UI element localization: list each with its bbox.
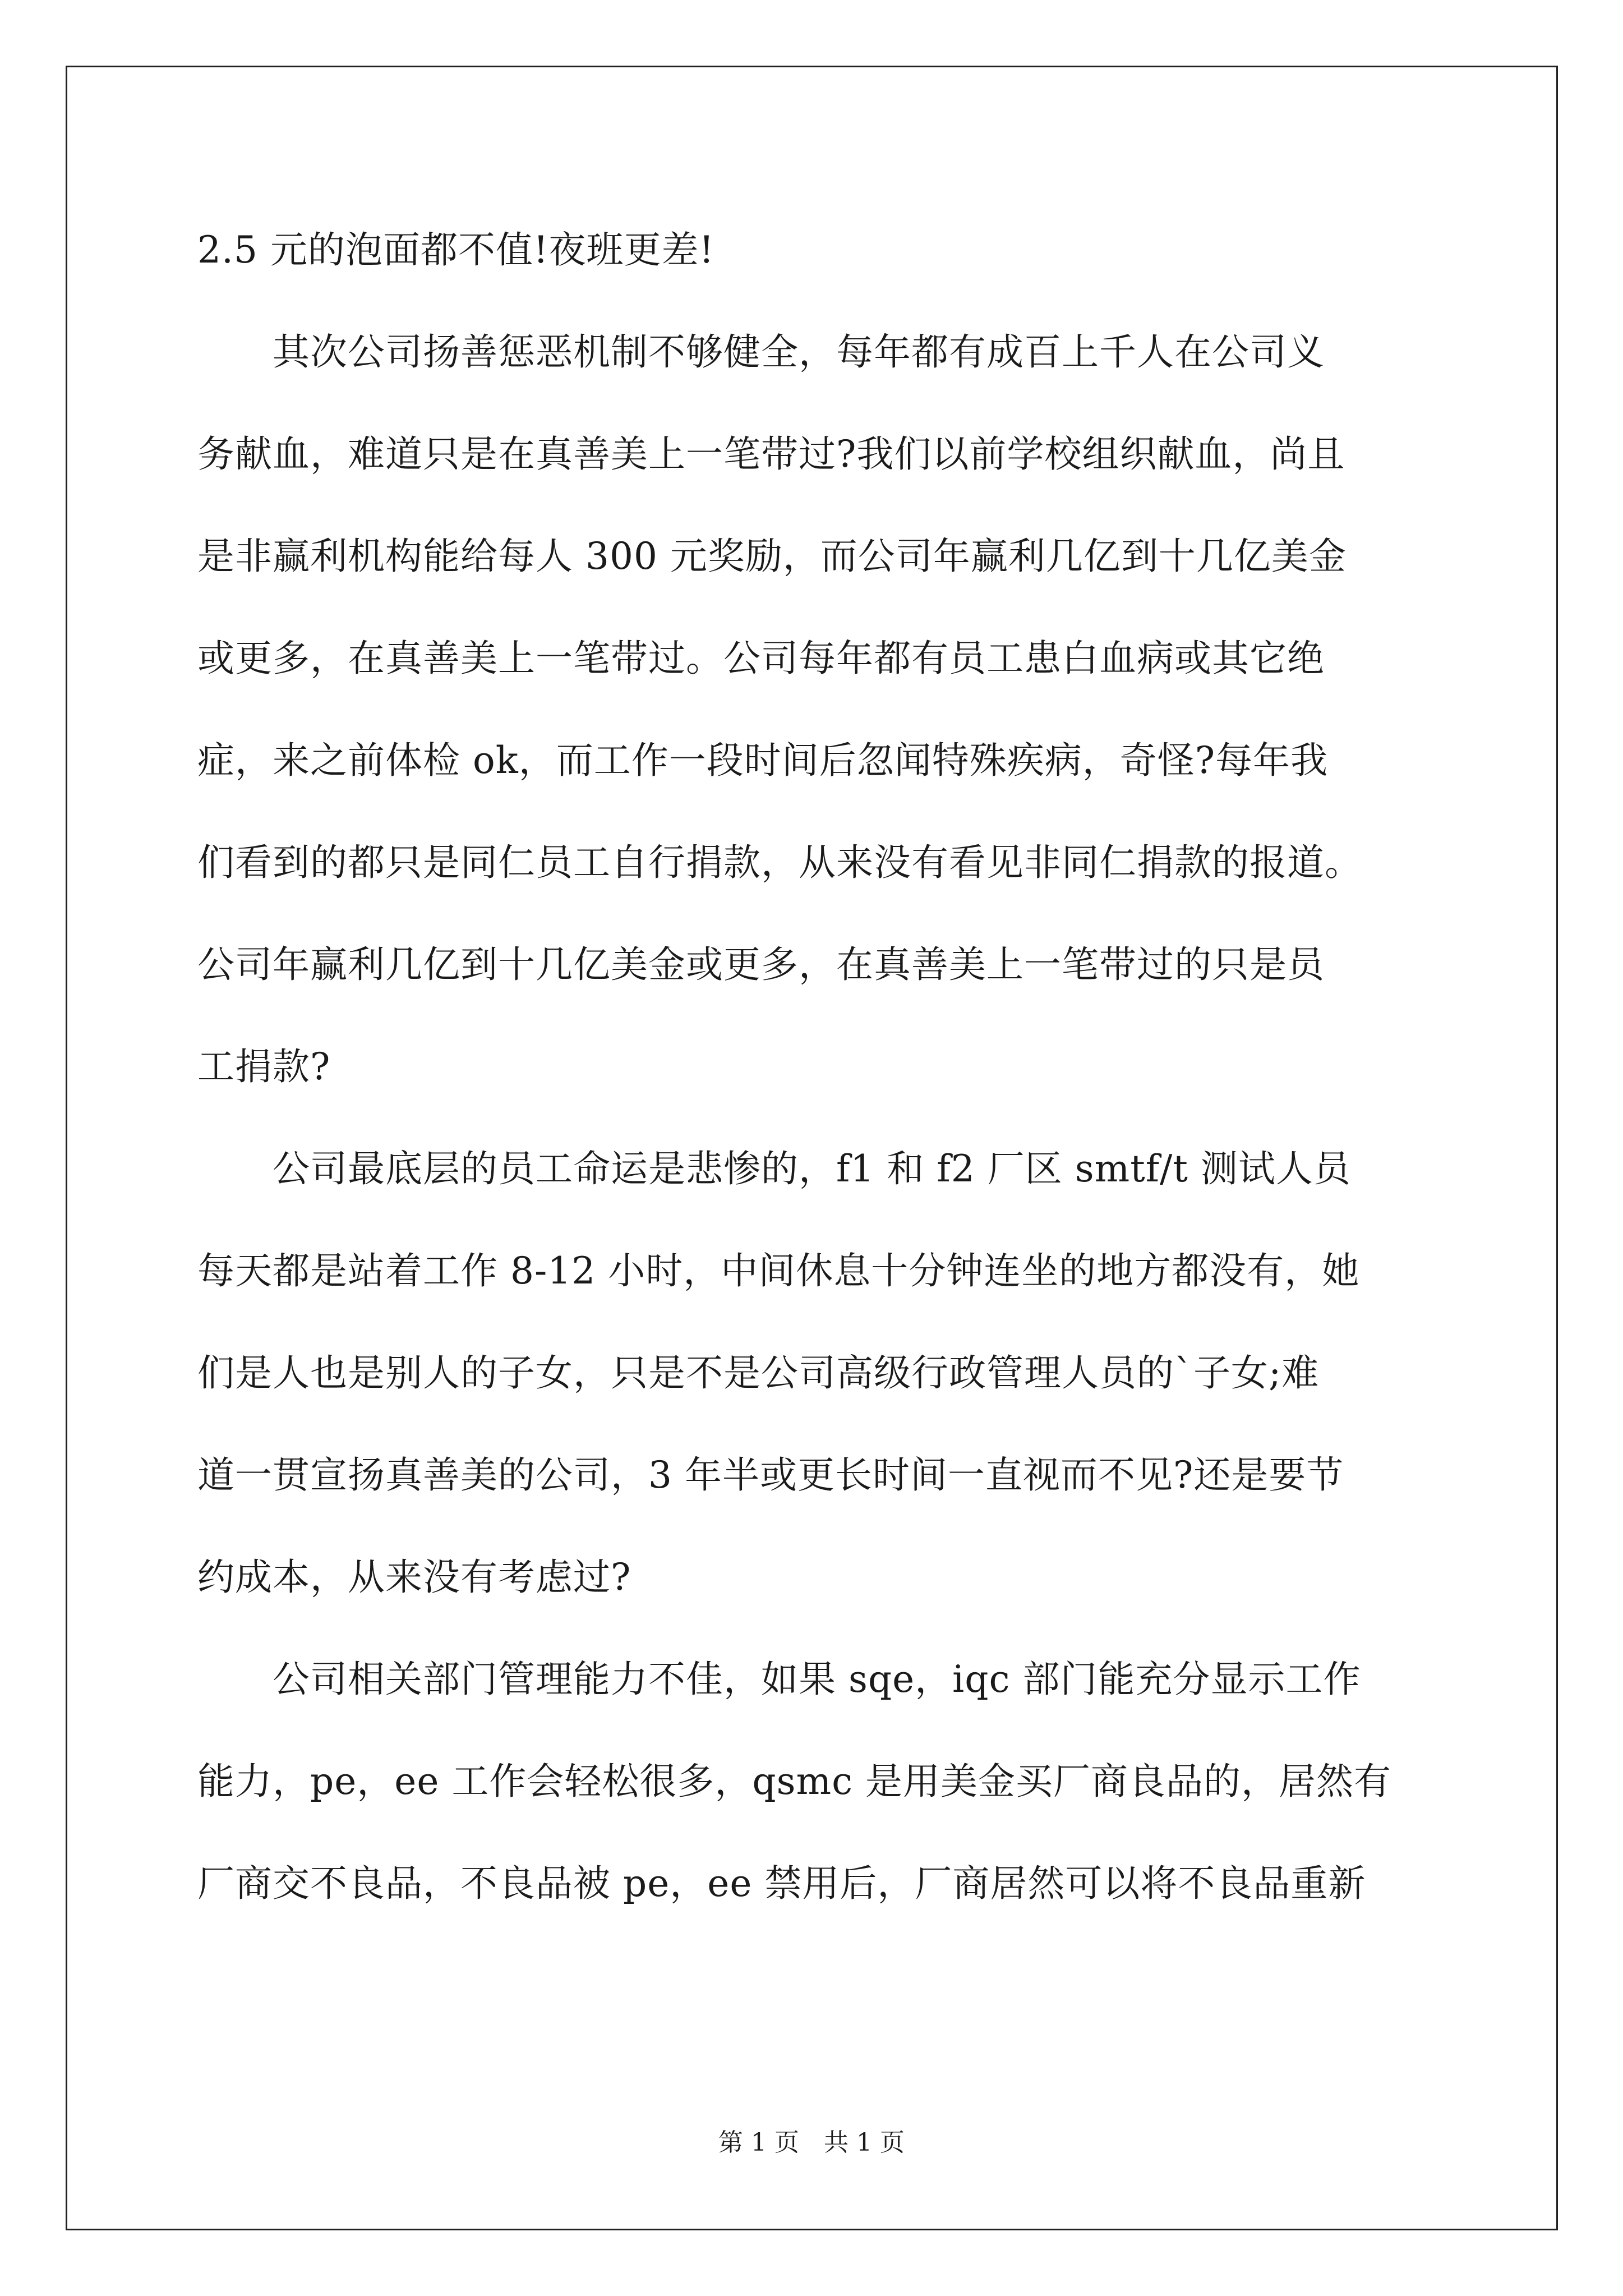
text-line: 或更多，在真善美上一笔带过。公司每年都有员工患白血病或其它绝	[197, 637, 1325, 680]
text-line: 厂商交不良品，不良品被 pe，ee 禁用后，厂商居然可以将不良品重新	[197, 1862, 1366, 1905]
text-line: 约成本，从来没有考虑过?	[197, 1556, 631, 1599]
text-line: 们看到的都只是同仁员工自行捐款，从来没有看见非同仁捐款的报道。	[197, 841, 1362, 884]
text-line: 每天都是站着工作 8-12 小时，中间休息十分钟连坐的地方都没有，她	[197, 1249, 1360, 1292]
text-line: 公司最底层的员工命运是悲惨的，f1 和 f2 厂区 smtf/t 测试人员	[197, 1147, 1351, 1190]
text-line: 务献血，难道只是在真善美上一笔带过?我们以前学校组织献血，尚且	[197, 432, 1345, 476]
text-line: 公司年赢利几亿到十几亿美金或更多，在真善美上一笔带过的只是员	[197, 943, 1325, 986]
text-line: 是非赢利机构能给每人 300 元奖励，而公司年赢利几亿到十几亿美金	[197, 535, 1347, 578]
document-body	[197, 217, 1431, 1952]
text-line: 其次公司扬善惩恶机制不够健全，每年都有成百上千人在公司义	[197, 330, 1325, 374]
text-line: 道一贯宣扬真善美的公司，3 年半或更长时间一直视而不见?还是要节	[197, 1453, 1344, 1497]
text-line: 公司相关部门管理能力不佳，如果 sqe，iqc 部门能充分显示工作	[197, 1658, 1361, 1701]
page-footer: 第 1 页 共 1 页	[718, 2128, 905, 2157]
text-line: 工捐款?	[197, 1045, 331, 1088]
text-line: 2.5 元的泡面都不值!夜班更差!	[197, 228, 714, 272]
text-line: 能力，pe，ee 工作会轻松很多，qsmc 是用美金买厂商良品的，居然有	[197, 1760, 1392, 1803]
text-line: 们是人也是别人的子女，只是不是公司高级行政管理人员的`子女;难	[197, 1351, 1320, 1395]
text-line: 症，来之前体检 ok，而工作一段时间后忽闻特殊疾病，奇怪?每年我	[197, 739, 1329, 782]
